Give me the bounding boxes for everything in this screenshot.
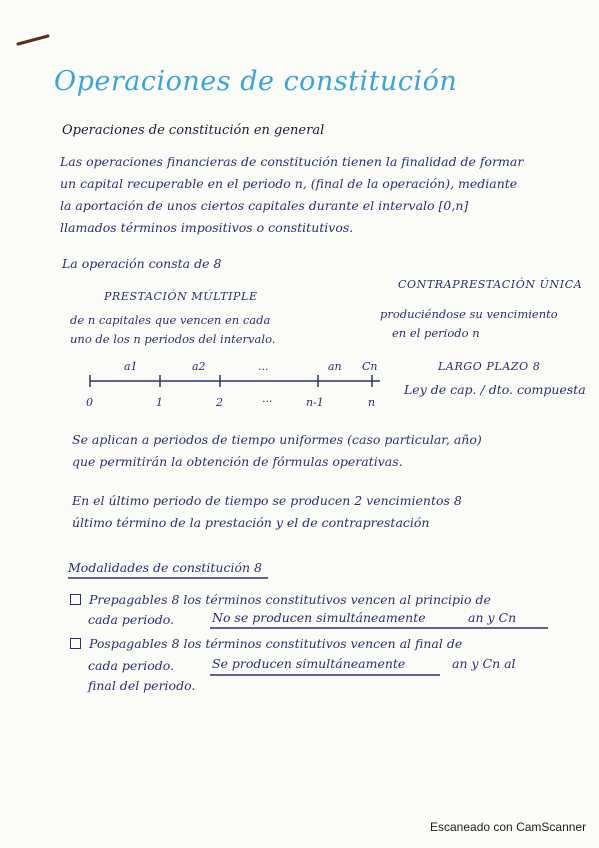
contraprestacion-label: CONTRAPRESTACIÓN ÚNICA bbox=[398, 278, 583, 291]
pospagables-line-2a: cada periodo. bbox=[88, 658, 175, 673]
ley-label: Ley de cap. / dto. compuesta bbox=[404, 382, 586, 397]
ultimo-line-2: último término de la prestación y el de contraprestación bbox=[72, 515, 430, 530]
prestacion-label: PRESTACIÓN MÚLTIPLE bbox=[104, 290, 258, 303]
intro-line-2: un capital recuperable en el periodo n, (final de la operación), mediante bbox=[60, 176, 518, 191]
aplican-line-1: Se aplican a periodos de tiempo uniformes (caso particular, año) bbox=[72, 432, 482, 447]
pospagables-line-1 bbox=[70, 636, 462, 651]
timeline-bottom-n1: n-1 bbox=[306, 396, 324, 409]
intro-line-4: llamados términos impositivos o constitutivos. bbox=[60, 220, 354, 235]
checkbox-icon bbox=[70, 594, 81, 605]
contraprestacion-desc-2: en el periodo n bbox=[392, 326, 480, 340]
prepagables-line-2a: cada periodo. bbox=[88, 612, 175, 627]
timeline-top-cn: Cn bbox=[362, 360, 378, 373]
pospagables-line-3: final del periodo. bbox=[88, 678, 196, 693]
prepagables-line-2b: No se producen simultáneamente bbox=[212, 610, 426, 625]
prepagables-line-2c: an y Cn bbox=[468, 610, 517, 625]
aplican-line-2: que permitirán la obtención de fórmulas operativas. bbox=[72, 454, 403, 469]
timeline-top-a2: a2 bbox=[192, 360, 206, 373]
prestacion-desc-1: de n capitales que vencen en cada bbox=[70, 313, 271, 327]
intro-line-3: la aportación de unos ciertos capitales durante el intervalo [0,n] bbox=[60, 198, 469, 213]
section-subtitle: Operaciones de constitución en general bbox=[62, 123, 325, 138]
timeline-top-dots: ... bbox=[258, 360, 269, 373]
consta-line: La operación consta de 8 bbox=[62, 256, 222, 271]
prepagables-line-1 bbox=[70, 592, 491, 607]
timeline-top-a1: a1 bbox=[124, 360, 138, 373]
timeline-bottom-n: n bbox=[368, 396, 376, 409]
checkbox-icon bbox=[70, 638, 81, 649]
ultimo-line-1: En el último periodo de tiempo se producen 2 vencimientos 8 bbox=[72, 493, 462, 508]
timeline-bottom-0: 0 bbox=[86, 396, 93, 409]
timeline-top-an: an bbox=[328, 360, 342, 373]
page-title: Operaciones de constitución bbox=[54, 66, 458, 97]
timeline-bottom-2: 2 bbox=[216, 396, 223, 409]
pospagables-text-1: Pospagables 8 los términos constitutivos vencen al final de bbox=[89, 636, 463, 651]
pospagables-line-2c: an y Cn al bbox=[452, 656, 516, 671]
prepagables-text-1: Prepagables 8 los términos constitutivos vencen al principio de bbox=[89, 592, 491, 607]
prestacion-desc-2: uno de los n periodos del intervalo. bbox=[70, 332, 276, 346]
pen-mark bbox=[18, 36, 48, 44]
timeline-bottom-dots: ... bbox=[262, 392, 273, 405]
timeline-bottom-1: 1 bbox=[156, 396, 163, 409]
contraprestacion-desc-1: produciéndose su vencimiento bbox=[380, 307, 558, 321]
intro-line-1: Las operaciones financieras de constitución tienen la finalidad de formar bbox=[60, 154, 524, 169]
modalidades-title: Modalidades de constitución 8 bbox=[68, 560, 262, 575]
pospagables-line-2b: Se producen simultáneamente bbox=[212, 656, 406, 671]
scanner-footer: Escaneado con CamScanner bbox=[430, 820, 587, 834]
largo-plazo-label: LARGO PLAZO 8 bbox=[438, 360, 541, 373]
